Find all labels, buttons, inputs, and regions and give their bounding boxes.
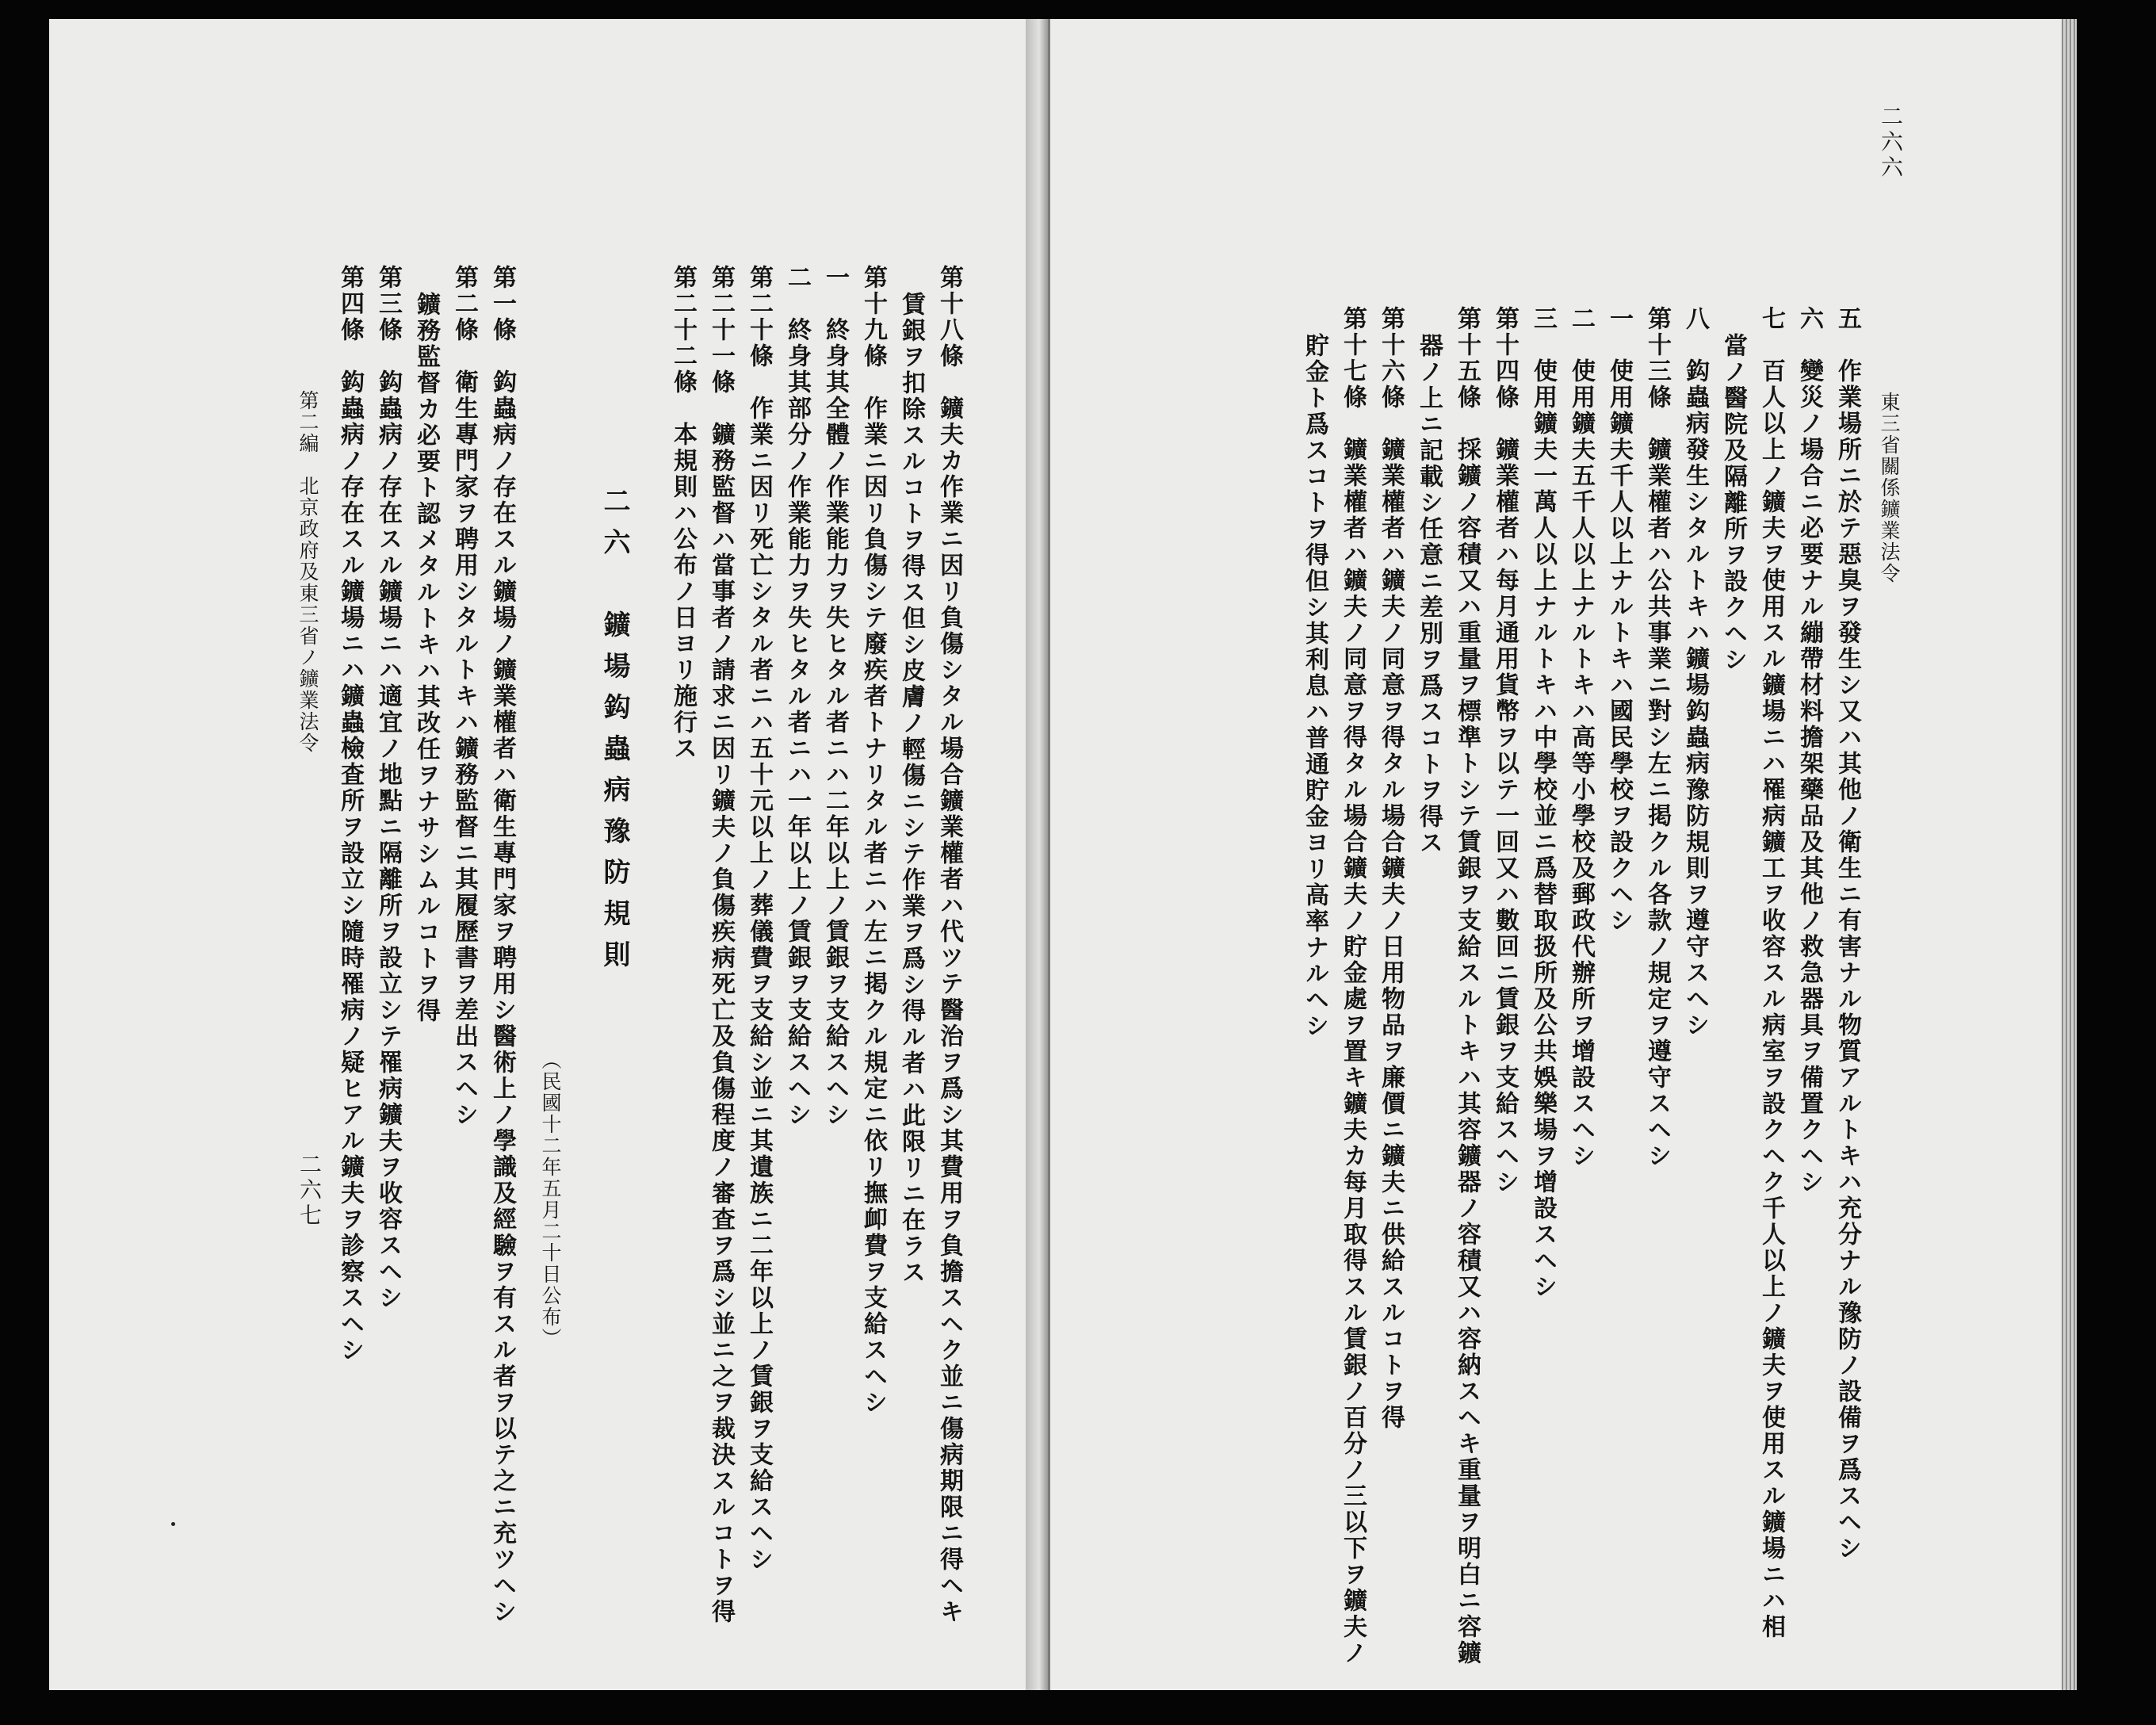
article-line: 第二十一條 鑛務監督ハ當事者ノ請求ニ因リ鑛夫ノ負傷疾病死亡及負傷程度ノ審査ヲ爲シ並ニ之ヲ裁決スルコトヲ得 xyxy=(707,265,735,1625)
text-line: 七 百人以上ノ鑛夫ヲ使用スル鑛場ニハ罹病鑛工ヲ收容スル病室ヲ設クヘク千人以上ノ鑛夫ヲ使用スル鑛場ニハ相 xyxy=(1757,306,1785,1640)
running-head: 東三省關係鑛業法令 xyxy=(1878,392,1901,584)
page-number: 二六六 xyxy=(1878,105,1904,181)
article-line: 第二十二條 本規則ハ公布ノ日ヨリ施行ス xyxy=(669,265,697,762)
right-page xyxy=(1048,19,2062,1690)
text-line: 當ノ醫院及隔離所ヲ設クヘシ xyxy=(1719,333,1747,673)
text-line: 三 使用鑛夫一萬人以上ナルトキハ中學校並ニ爲替取扱所及公共娛樂場ヲ增設スヘシ xyxy=(1529,306,1557,1300)
article-line: 第十五條 採鑛ノ容積又ハ重量ヲ標準トシテ賃銀ヲ支給スルトキハ其容鑛器ノ容積又ハ容納スヘキ重量ヲ明白ニ容鑛 xyxy=(1453,306,1481,1666)
book-gutter xyxy=(1026,19,1048,1690)
text-line: 貯金ト爲スコトヲ得但シ其利息ハ普通貯金ヨリ高率ナルヘシ xyxy=(1301,333,1328,1039)
text-line: 一 使用鑛夫千人以上ナルトキハ國民學校ヲ設クヘシ xyxy=(1605,306,1633,934)
article-line: 第四條 鈎蟲病ノ存在スル鑛場ニハ鑛蟲檢査所ヲ設立シ隨時罹病ノ疑ヒアル鑛夫ヲ診察スヘシ xyxy=(336,265,364,1364)
page-footer: 第二編 北京政府及東三省ノ鑛業法令 xyxy=(296,390,319,754)
article-line: 第十九條 作業ニ因リ負傷シテ廢疾者トナリタル者ニハ左ニ掲クル規定ニ依リ撫卹費ヲ支給スヘシ xyxy=(859,265,887,1416)
article-line: 第十七條 鑛業權者ハ鑛夫ノ同意ヲ得タル場合鑛夫ノ貯金處ヲ置キ鑛夫カ每月取得スル賃銀ノ百分ノ三以下ヲ鑛夫ノ xyxy=(1339,306,1367,1666)
text-line: 八 鈎蟲病發生シタルトキハ鑛場鈎蟲病豫防規則ヲ遵守スヘシ xyxy=(1681,306,1709,1038)
left-page xyxy=(49,19,1026,1690)
section-title: 二六 鑛場鈎蟲病豫防規則 xyxy=(598,487,630,981)
text-line: 賃銀ヲ扣除スルコトヲ得ス但シ皮膚ノ輕傷ニシテ作業ヲ爲シ得ル者ハ此限リニ在ラス xyxy=(897,292,925,1286)
text-line: 六 變災ノ場合ニ必要ナル繃帶材料擔架藥品及其他ノ救急器具ヲ備置クヘシ xyxy=(1795,306,1823,1195)
text-line: 五 作業場所ニ於テ惡臭ヲ發生シ又ハ其他ノ衛生ニ有害ナル物質アルトキハ充分ナル豫防ノ設備ヲ爲スヘシ xyxy=(1833,306,1861,1562)
page-number: 二六七 xyxy=(296,1153,323,1229)
text-line: 二 終身其部分ノ作業能力ヲ失ヒタル者ニハ一年以上ノ賃銀ヲ支給スヘシ xyxy=(783,265,811,1128)
promulgation-date: （民國十二年五月二十日公布） xyxy=(539,1050,562,1349)
article-line: 第十六條 鑛業權者ハ鑛夫ノ同意ヲ得タル場合鑛夫ノ日用物品ヲ廉價ニ鑛夫ニ供給スルコトヲ得 xyxy=(1377,306,1405,1431)
article-line: 第二十條 作業ニ因リ死亡シタル者ニハ五十元以上ノ葬儀費ヲ支給シ並ニ其遺族ニ二年以上ノ賃銀ヲ支給スヘシ xyxy=(745,265,773,1573)
text-line: 鑛務監督カ必要ト認メタルトキハ其改任ヲナサシムルコトヲ得 xyxy=(412,292,440,1024)
article-line: 第十三條 鑛業權者ハ公共事業ニ對シ左ニ掲クル各款ノ規定ヲ遵守スヘシ xyxy=(1643,306,1671,1169)
article-line: 第十八條 鑛夫カ作業ニ因リ負傷シタル場合鑛業權者ハ代ツテ醫治ヲ爲シ其費用ヲ負擔スヘク並ニ傷病期限ニ得ヘキ xyxy=(935,265,963,1625)
article-line: 第三條 鈎蟲病ノ存在スル鑛場ニハ適宜ノ地點ニ隔離所ヲ設立シテ罹病鑛夫ヲ收容スヘシ xyxy=(374,265,402,1311)
text-line: 器ノ上ニ記載シ任意ニ差別ヲ爲スコトヲ得ス xyxy=(1415,333,1443,856)
article-line: 第二條 衛生專門家ヲ聘用シタルトキハ鑛務監督ニ其履歷書ヲ差出スヘシ xyxy=(450,265,478,1128)
text-line: 二 使用鑛夫五千人以上ナルトキハ高等小學校及郵政代辦所ヲ增設スヘシ xyxy=(1567,306,1595,1169)
article-line: 第一條 鈎蟲病ノ存在スル鑛場ノ鑛業權者ハ衛生專門家ヲ聘用シ醫術上ノ學識及經驗ヲ有スル者ヲ以テ之ニ充ツヘシ xyxy=(488,265,516,1625)
ink-dot xyxy=(171,1522,175,1526)
text-line: 一 終身其全體ノ作業能力ヲ失ヒタル者ニハ二年以上ノ賃銀ヲ支給スヘシ xyxy=(821,265,849,1128)
article-line: 第十四條 鑛業權者ハ每月通用貨幣ヲ以テ一回又ハ數回ニ賃銀ヲ支給スヘシ xyxy=(1491,306,1519,1195)
page-edge xyxy=(2059,19,2077,1690)
